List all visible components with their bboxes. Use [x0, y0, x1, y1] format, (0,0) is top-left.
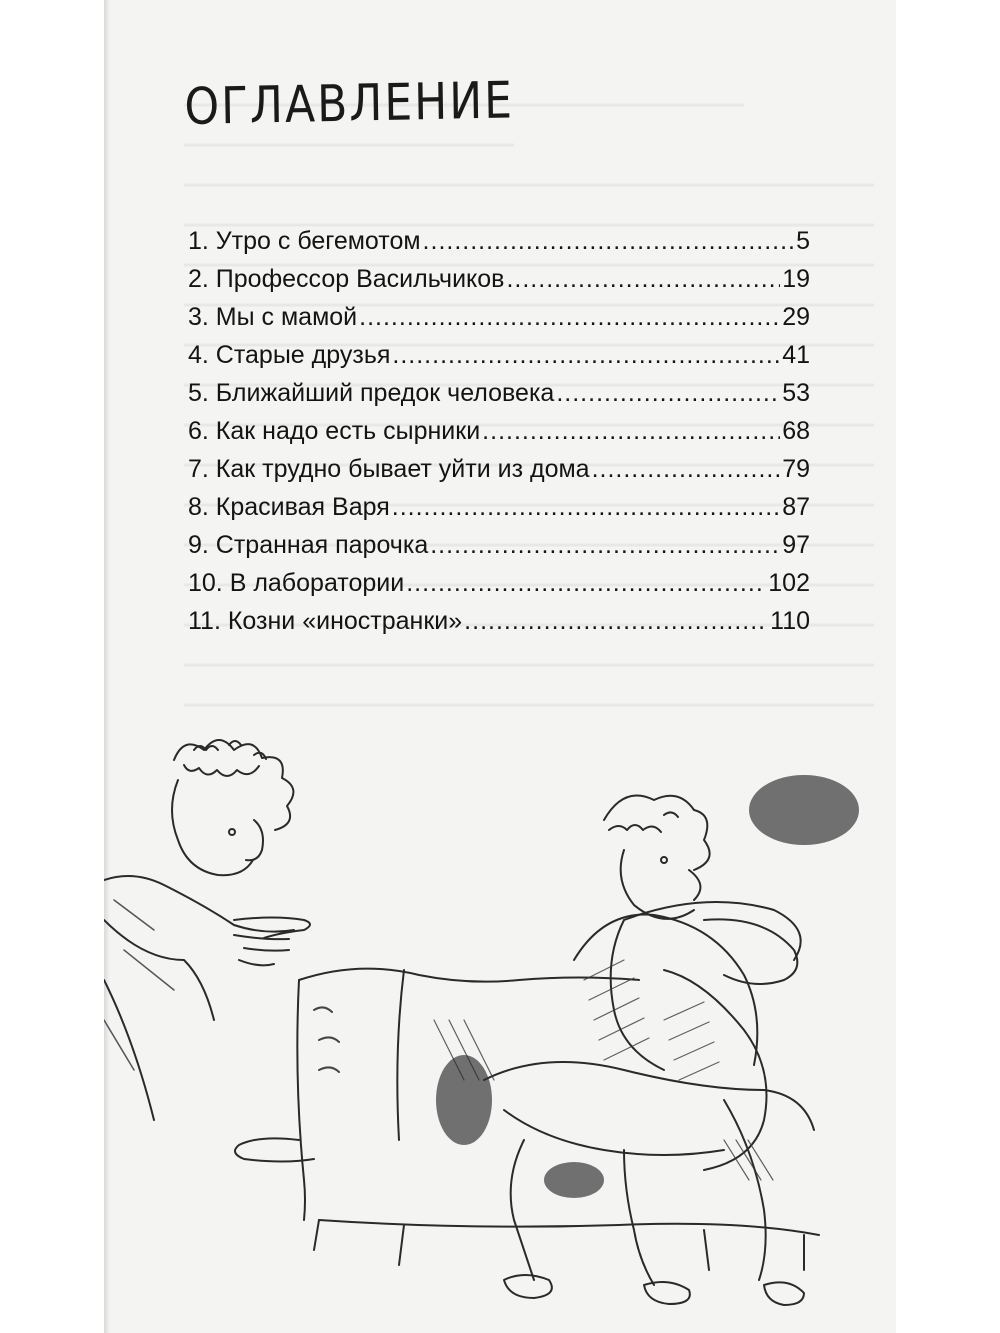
- toc-leader-dots: [556, 374, 780, 412]
- toc-leader-dots: [430, 526, 780, 564]
- toc-entry: [188, 564, 810, 602]
- toc-entry-page: 87: [782, 493, 810, 521]
- toc-entry-title: 5. Ближайший предок человека: [188, 379, 555, 407]
- man-figure: [484, 796, 814, 1306]
- toc-entry-title: 2. Профессор Васильчиков: [188, 265, 505, 293]
- toc-entry-page: 29: [782, 303, 810, 331]
- toc-entry-page: 68: [782, 417, 810, 445]
- page-title: ОГЛАВЛЕНИЕ: [184, 71, 515, 137]
- ink-blots: [436, 775, 859, 1198]
- toc-entry: [188, 222, 810, 260]
- toc-entry: [188, 298, 810, 336]
- toc-entry-page: 102: [768, 569, 810, 597]
- table-of-contents: [188, 222, 810, 640]
- toc-leader-dots: [592, 450, 781, 488]
- boy-figure: [104, 740, 310, 1120]
- toc-entry: [188, 412, 810, 450]
- toc-entry-page: 97: [782, 531, 810, 559]
- toc-entry-page: 5: [796, 227, 810, 255]
- toc-entry-title: 11. Козни «иностранки»: [188, 607, 463, 635]
- toc-entry: [188, 488, 810, 526]
- toc-entry-page: 79: [782, 455, 810, 483]
- toc-entry-title: 4. Старые друзья: [188, 341, 391, 369]
- toc-entry-title: 6. Как надо есть сырники: [188, 417, 481, 445]
- toc-entry-title: 7. Как трудно бывает уйти из дома: [188, 455, 590, 483]
- toc-entry: [188, 450, 810, 488]
- toc-leader-dots: [423, 222, 795, 260]
- toc-entry-page: 41: [782, 341, 810, 369]
- toc-entry-title: 3. Мы с мамой: [188, 303, 358, 331]
- toc-entry-title: 1. Утро с бегемотом: [188, 227, 421, 255]
- toc-leader-dots: [359, 298, 780, 336]
- toc-entry: [188, 374, 810, 412]
- toc-leader-dots: [482, 412, 780, 450]
- toc-leader-dots: [392, 336, 780, 374]
- toc-entry-title: 9. Странная парочка: [188, 531, 429, 559]
- toc-entry-title: 8. Красивая Варя: [188, 493, 390, 521]
- toc-leader-dots: [392, 488, 780, 526]
- toc-entry-page: 110: [770, 607, 810, 635]
- toc-entry: [188, 260, 810, 298]
- toc-leader-dots: [406, 564, 766, 602]
- sketch-illustration-icon: [104, 720, 896, 1320]
- toc-entry: [188, 526, 810, 564]
- toc-entry: [188, 336, 810, 374]
- toc-entry: [188, 602, 810, 640]
- toc-entry-title: 10. В лаборатории: [188, 569, 405, 597]
- toc-leader-dots: [506, 260, 780, 298]
- toc-leader-dots: [464, 602, 768, 640]
- toc-entry-page: 19: [782, 265, 810, 293]
- toc-entry-page: 53: [782, 379, 810, 407]
